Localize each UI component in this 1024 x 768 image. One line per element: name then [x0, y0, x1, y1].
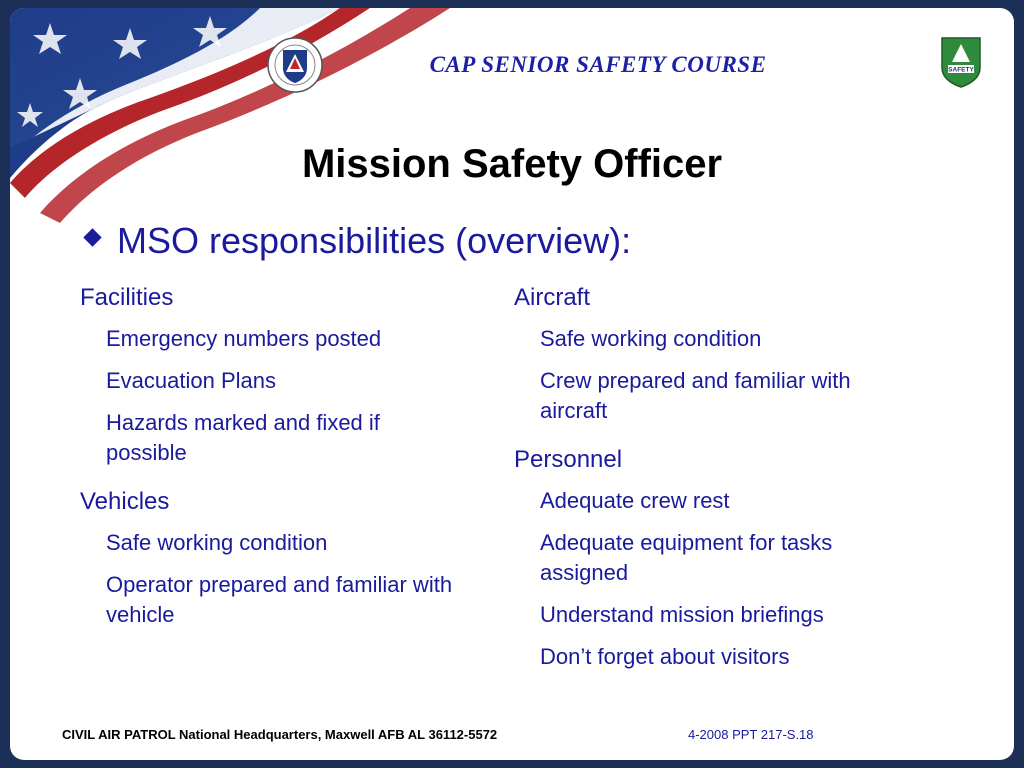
section-heading-aircraft: Aircraft	[514, 284, 591, 311]
course-title: CAP SENIOR SAFETY COURSE	[429, 52, 767, 77]
list-item: Don’t forget about visitors	[540, 644, 790, 669]
slide	[10, 8, 1014, 760]
list-item: Adequate equipment for tasks assigned	[540, 530, 833, 585]
footer-slide-id: 4-2008 PPT 217-S.18	[688, 727, 814, 742]
list-item: Safe working condition	[540, 326, 762, 351]
civil-air-patrol-logo	[266, 36, 324, 94]
list-item: Understand mission briefings	[540, 602, 824, 627]
right-column	[514, 284, 914, 684]
list-item: Crew prepared and familiar with aircraft	[540, 368, 851, 423]
footer-organization: CIVIL AIR PATROL National Headquarters, Maxwell AFB AL 36112-5572	[62, 727, 498, 742]
list-item: Adequate crew rest	[540, 488, 730, 513]
list-item: Hazards marked and fixed if possible	[106, 410, 380, 465]
list-item: Evacuation Plans	[106, 368, 276, 393]
svg-text:SAFETY: SAFETY	[948, 66, 974, 74]
subtitle-bullet	[82, 220, 631, 262]
section-heading-vehicles: Vehicles	[80, 488, 170, 515]
section-heading-facilities: Facilities	[80, 284, 174, 311]
slide-title: Mission Safety Officer	[301, 142, 723, 186]
subtitle-text: MSO responsibilities (overview):	[117, 220, 632, 261]
diamond-bullet-icon	[83, 228, 101, 246]
section-heading-personnel: Personnel	[514, 446, 623, 473]
list-item: Safe working condition	[106, 530, 328, 555]
list-item: Operator prepared and familiar with vehicle	[106, 572, 453, 627]
left-column	[80, 284, 480, 642]
safety-logo	[938, 34, 984, 88]
list-item: Emergency numbers posted	[106, 326, 382, 351]
